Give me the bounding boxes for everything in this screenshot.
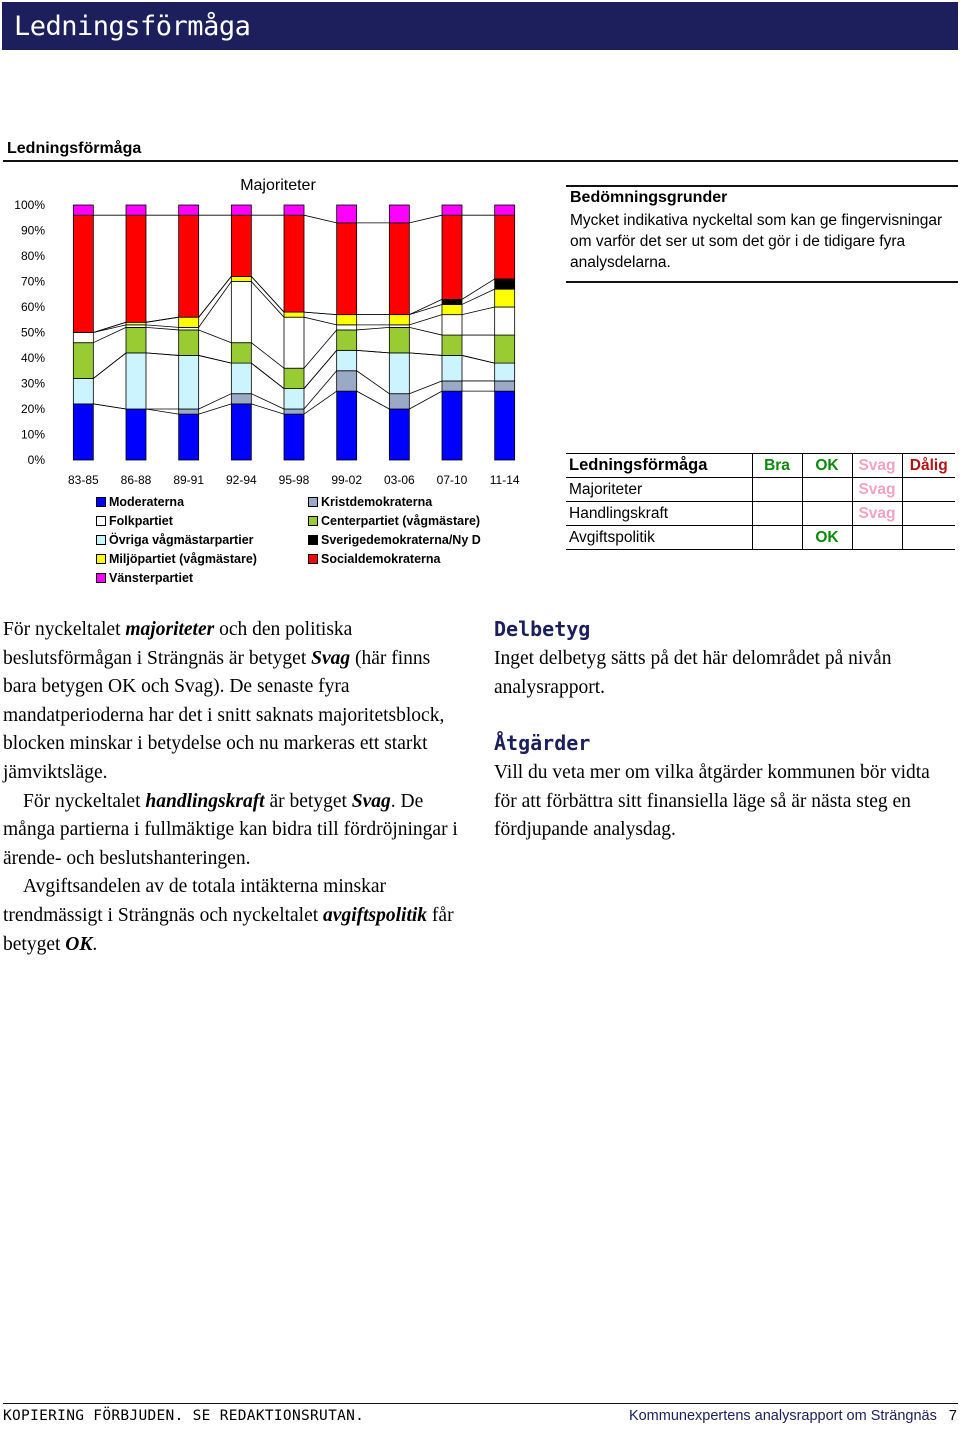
legend-item	[308, 514, 480, 528]
rating-cell	[752, 478, 802, 502]
bar-segment	[284, 215, 304, 312]
criteria-text: Mycket indikativa nyckeltal som kan ge fingervisningar om varför det ser ut som det gör i de tidigare fyra analysdelarna.	[570, 212, 943, 271]
series-connector	[409, 215, 442, 223]
divider-top	[3, 160, 958, 162]
rating-table	[566, 453, 955, 550]
rating-table-title: Ledningsförmåga	[566, 454, 752, 478]
bar-segment	[389, 327, 409, 353]
bar-segment	[389, 315, 409, 325]
bar-segment	[284, 312, 304, 317]
series-connector	[409, 353, 442, 356]
rating-cell	[902, 478, 955, 502]
series-connector	[199, 330, 232, 343]
series-connector	[304, 312, 337, 315]
series-connector	[199, 282, 232, 328]
series-connector	[146, 325, 179, 328]
bar-segment	[495, 335, 515, 363]
y-tick-label: 30%	[20, 376, 45, 391]
rating-row-handlingskraft	[566, 502, 955, 526]
series-connector	[357, 371, 390, 394]
bar-segment	[389, 394, 409, 409]
page-banner	[2, 2, 958, 50]
bar-segment	[495, 381, 515, 391]
series-connector	[199, 404, 232, 414]
x-tick-label: 99-02	[331, 473, 363, 487]
paragraph-handlingskraft: För nyckeltalet handlingskraft är betyget Svag. De många partierna i fullmäktige kan bidra till fördröjningar i ärende- och beslutshanteringen.	[3, 790, 458, 869]
legend-item	[308, 495, 432, 509]
series-connector	[93, 404, 126, 409]
series-connector	[251, 276, 284, 312]
rating-cell	[902, 526, 955, 550]
x-tick-label: 95-98	[278, 473, 310, 487]
y-tick-label: 90%	[20, 223, 45, 238]
paragraph-majoriteter: För nyckeltalet majoriteter och den politiska beslutsförmågan i Strängnäs är betyget Svag (här finns bara betygen OK och Svag). De senaste fyra mandatperioderna har det i snitt saknats majoritetsblock, blocken minskar i betydelse och nu markeras ett starkt jämviktsläge.	[3, 619, 445, 783]
bar-segment	[442, 315, 462, 335]
bar-segment	[231, 215, 251, 276]
delbetyg-heading: Delbetyg	[494, 617, 591, 641]
footer-copyright: KOPIERING FÖRBJUDEN. SE REDAKTIONSRUTAN.	[3, 1408, 365, 1424]
bar-segment	[126, 215, 146, 322]
bar-segment	[442, 381, 462, 391]
series-connector	[146, 327, 179, 330]
footer-divider	[3, 1403, 958, 1404]
bar-segment	[126, 409, 146, 460]
bar-segment	[495, 205, 515, 215]
rating-cell	[802, 502, 852, 526]
bar-segment	[284, 368, 304, 388]
series-connector	[199, 276, 232, 317]
series-connector	[199, 355, 232, 363]
bar-segment	[231, 282, 251, 343]
bar-segment	[179, 205, 199, 215]
series-connector	[409, 327, 442, 335]
legend-swatch	[96, 554, 106, 564]
series-connector	[304, 391, 337, 414]
bar-segment	[284, 205, 304, 215]
body-text	[3, 616, 468, 959]
x-tick-label: 89-91	[173, 473, 205, 487]
bar-segment	[442, 355, 462, 381]
bar-segment	[284, 414, 304, 460]
series-connector	[357, 391, 390, 409]
series-connector	[357, 350, 390, 353]
legend-item	[96, 552, 257, 566]
bar-segment	[231, 363, 251, 394]
footer-publication-title: Kommunexpertens analysrapport om Strängnäs	[628, 1408, 937, 1424]
series-connector	[304, 317, 337, 325]
bar-segment	[442, 391, 462, 460]
bar-segment	[179, 317, 199, 327]
rating-cell	[852, 526, 902, 550]
bar-segment	[179, 330, 199, 356]
rating-row-label: Handlingskraft	[566, 502, 752, 526]
bar-segment	[73, 404, 93, 460]
legend-swatch	[308, 535, 318, 545]
chart-title: Majoriteter	[240, 177, 316, 194]
series-connector	[304, 371, 337, 409]
series-connector	[462, 279, 495, 299]
y-tick-label: 60%	[20, 300, 45, 314]
bar-segment	[389, 223, 409, 315]
series-connector	[251, 282, 284, 318]
y-tick-label: 80%	[20, 249, 45, 263]
bar-segment	[337, 350, 357, 370]
bar-segment	[231, 205, 251, 215]
bar-segment	[179, 409, 199, 414]
bar-segment	[495, 391, 515, 460]
col-ok: OK	[802, 454, 852, 478]
bar-segment	[231, 343, 251, 363]
legend-swatch	[96, 573, 106, 583]
x-tick-label: 03-06	[383, 473, 415, 487]
x-tick-label: 83-85	[67, 473, 99, 487]
y-tick-label: 20%	[20, 402, 45, 416]
bar-segment	[73, 215, 93, 332]
bar-segment	[179, 215, 199, 317]
bar-segment	[73, 205, 93, 215]
legend-swatch	[96, 497, 106, 507]
bar-segment	[284, 389, 304, 409]
y-tick-label: 70%	[20, 274, 45, 289]
rating-cell	[752, 502, 802, 526]
bar-segment	[73, 378, 93, 404]
bar-segment	[337, 325, 357, 330]
x-tick-label: 92-94	[225, 473, 257, 487]
legend-item	[96, 514, 173, 528]
bar-segment	[389, 409, 409, 460]
series-connector	[304, 330, 337, 368]
legend-swatch	[308, 497, 318, 507]
bar-segment	[126, 205, 146, 215]
majoriteter-chart	[0, 165, 560, 487]
bar-segment	[495, 307, 515, 335]
bar-segment	[231, 404, 251, 460]
bar-segment	[442, 215, 462, 299]
bar-segment	[337, 223, 357, 315]
rating-cell-value: OK	[802, 526, 852, 550]
legend-swatch	[96, 516, 106, 526]
delbetyg-text: Inget delbetyg sätts på det här delområdet på nivån analysrapport.	[494, 648, 892, 698]
paragraph-avgiftspolitik: Avgiftsandelen av de totala intäkterna minskar trendmässigt i Strängnäs och nyckeltalet avgiftspolitik får betyget OK.	[3, 876, 454, 955]
rating-cell	[902, 502, 955, 526]
bar-segment	[337, 391, 357, 460]
bar-segment	[442, 205, 462, 215]
series-connector	[462, 289, 495, 304]
bar-segment	[337, 205, 357, 223]
y-tick-label: 40%	[20, 351, 45, 365]
col-dalig: Dålig	[902, 454, 955, 478]
bar-segment	[126, 353, 146, 409]
criteria-divider-bottom	[566, 281, 958, 283]
x-tick-label: 07-10	[436, 473, 468, 487]
series-connector	[93, 353, 126, 379]
bar-segment	[284, 317, 304, 368]
bar-segment	[389, 205, 409, 223]
y-tick-label: 100%	[14, 198, 45, 212]
legend-swatch	[96, 535, 106, 545]
banner-title: Ledningsförmåga	[14, 11, 251, 42]
bar-segment	[284, 409, 304, 414]
legend-label: Moderaterna	[109, 495, 185, 509]
y-tick-label: 10%	[20, 427, 45, 442]
bar-segment	[337, 330, 357, 350]
atgarder-text: Vill du veta mer om vilka åtgärder kommunen bör vidta för att förbättra sitt finansiella läge så är nästa steg en fördjupande analysdag.	[494, 762, 930, 841]
bar-segment	[495, 363, 515, 381]
legend-swatch	[308, 516, 318, 526]
bar-segment	[73, 343, 93, 379]
legend-label: Miljöpartiet (vågmästare)	[109, 552, 257, 566]
legend-label: Sverigedemokraterna/Ny D	[321, 533, 481, 547]
legend-item	[308, 552, 441, 566]
legend-label: Folkpartiet	[109, 514, 173, 528]
series-connector	[462, 307, 495, 315]
series-connector	[93, 327, 126, 342]
bar-segment	[389, 353, 409, 394]
chart-section-title: Ledningsförmåga	[7, 140, 142, 157]
rating-cell-value: Svag	[852, 478, 902, 502]
series-connector	[304, 350, 337, 388]
legend-item	[96, 495, 184, 509]
legend-item	[96, 571, 193, 585]
bar-segment	[337, 371, 357, 391]
series-connector	[146, 409, 179, 414]
series-connector	[462, 355, 495, 363]
bar-segment	[179, 414, 199, 460]
bar-segment	[442, 335, 462, 355]
rating-cell	[752, 526, 802, 550]
legend-label: Centerpartiet (vågmästare)	[321, 514, 481, 528]
bar-segment	[126, 327, 146, 353]
bar-segment	[231, 394, 251, 404]
legend-label: Kristdemokraterna	[321, 495, 433, 509]
rating-row-label: Avgiftspolitik	[566, 526, 752, 550]
col-svag: Svag	[852, 454, 902, 478]
rating-cell	[802, 478, 852, 502]
x-tick-label: 11-14	[489, 473, 520, 487]
series-connector	[409, 299, 442, 314]
rating-row-avgiftspolitik	[566, 526, 955, 550]
series-connector	[409, 304, 442, 314]
bar-segment	[442, 299, 462, 304]
criteria-heading: Bedömningsgrunder	[570, 189, 728, 206]
series-connector	[93, 322, 126, 332]
rating-row-majoriteter	[566, 478, 955, 502]
bar-segment	[231, 276, 251, 281]
x-tick-label: 86-88	[120, 473, 152, 487]
bar-segment	[495, 215, 515, 279]
bar-segment	[495, 289, 515, 307]
bar-segment	[337, 315, 357, 325]
criteria-divider-top	[566, 185, 958, 187]
series-connector	[251, 363, 284, 389]
series-connector	[146, 317, 179, 322]
bar-segment	[179, 355, 199, 409]
y-tick-label: 50%	[20, 325, 45, 340]
legend-label: Vänsterpartiet	[109, 571, 194, 585]
col-bra: Bra	[752, 454, 802, 478]
rating-row-label: Majoriteter	[566, 478, 752, 502]
series-connector	[409, 391, 442, 409]
series-connector	[251, 394, 284, 409]
series-connector	[251, 343, 284, 369]
footer-publication	[629, 1408, 957, 1424]
series-connector	[409, 381, 442, 394]
series-connector	[146, 353, 179, 356]
bar-segment	[495, 279, 515, 289]
series-connector	[357, 327, 390, 330]
legend-swatch	[308, 554, 318, 564]
legend-item	[308, 533, 481, 547]
series-connector	[199, 394, 232, 409]
rating-cell-value: Svag	[852, 502, 902, 526]
legend-item	[96, 533, 254, 547]
legend-label: Socialdemokraterna	[321, 552, 441, 566]
series-connector	[409, 315, 442, 325]
page-number: 7	[948, 1408, 957, 1424]
legend-label: Övriga vågmästarpartier	[109, 533, 254, 547]
atgarder-heading: Åtgärder	[494, 731, 591, 755]
bar-segment	[73, 333, 93, 343]
rating-table-header	[566, 454, 955, 478]
series-connector	[251, 404, 284, 414]
bar-segment	[442, 304, 462, 314]
series-connector	[304, 215, 337, 223]
y-tick-label: 0%	[27, 453, 45, 467]
